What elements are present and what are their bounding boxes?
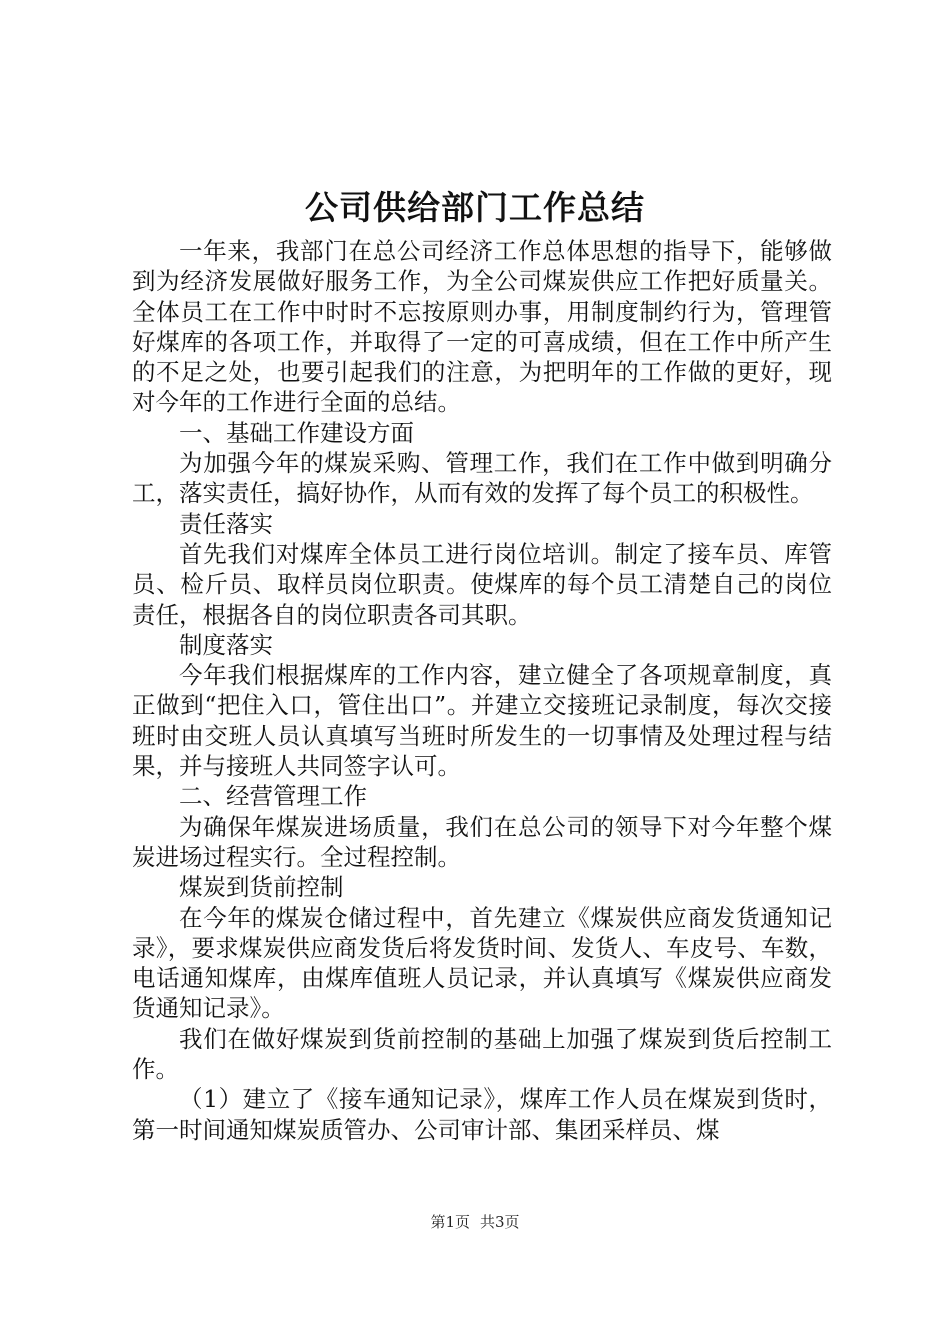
section-heading-management: 二、经营管理工作 <box>179 782 367 811</box>
paragraph-responsibility: 首先我们对煤库全体员工进行岗位培训。制定了接车员、库管员、检斤员、取样员岗位职责。使煤库的每个员工清楚自己的岗位责任，根据各自的岗位职责各司其职。 <box>132 539 832 629</box>
paragraph-basic-work: 为加强今年的煤炭采购、管理工作，我们在工作中做到明确分工，落实责任，搞好协作，从而有效的发挥了每个员工的积极性。 <box>132 449 832 508</box>
paragraph-pre-arrival: 在今年的煤炭仓储过程中，首先建立《煤炭供应商发货通知记录》，要求煤炭供应商发货后将发货时间、发货人、车皮号、车数，电话通知煤库，由煤库值班人员记录，并认真填写《煤炭供应商发货通知记录》。 <box>132 903 832 1023</box>
page-footer <box>0 1212 950 1232</box>
page-total: 共3页 <box>480 1213 520 1231</box>
paragraph-intro: 一年来，我部门在总公司经济工作总体思想的指导下，能够做到为经济发展做好服务工作，为全公司煤炭供应工作把好质量关。全体员工在工作中时时不忘按原则办事，用制度制约行为，管理管好煤库的各项工作，并取得了一定的可喜成绩，但在工作中所产生的不足之处，也要引起我们的注意，为把明年的工作做的更好，现对今年的工作进行全面的总结。 <box>132 237 832 417</box>
paragraph-post-arrival: 我们在做好煤炭到货前控制的基础上加强了煤炭到货后控制工作。 <box>132 1024 832 1084</box>
document-body <box>132 236 832 1145</box>
document-title: 公司供给部门工作总结 <box>305 188 645 227</box>
subheading-responsibility: 责任落实 <box>179 509 273 538</box>
page-number: 第1页 <box>430 1213 470 1231</box>
paragraph-system: 今年我们根据煤库的工作内容，建立健全了各项规章制度，真正做到“把住入口，管住出口”。并建立交接班记录制度，每次交接班时由交班人员认真填写当班时所发生的一切事情及处理过程与结果，并与接班人共同签字认可。 <box>132 661 832 781</box>
paragraph-item-1: （1）建立了《接车通知记录》，煤库工作人员在煤炭到货时，第一时间通知煤炭质管办、公司审计部、集团采样员、煤 <box>132 1085 832 1144</box>
paragraph-management: 为确保年煤炭进场质量，我们在总公司的领导下对今年整个煤炭进场过程实行。全过程控制。 <box>132 812 832 871</box>
subheading-pre-arrival: 煤炭到货前控制 <box>179 873 344 902</box>
subheading-system: 制度落实 <box>179 630 273 659</box>
section-heading-basic-work: 一、基础工作建设方面 <box>179 418 414 447</box>
